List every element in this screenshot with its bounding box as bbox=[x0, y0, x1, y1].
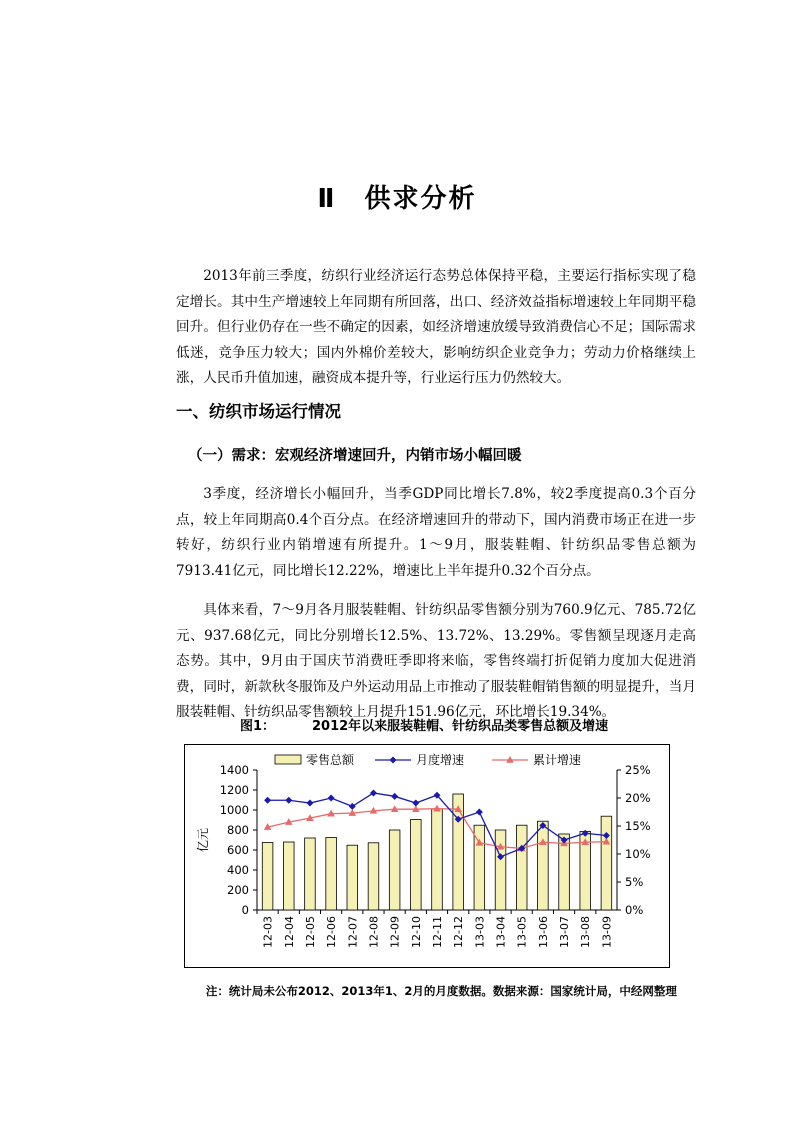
x-tick-label: 12-09 bbox=[388, 916, 402, 948]
x-tick-label: 12-12 bbox=[452, 916, 466, 948]
bar bbox=[305, 838, 316, 910]
y-tick-label: 1400 bbox=[219, 763, 249, 777]
legend-label: 零售总额 bbox=[306, 753, 355, 767]
x-tick-label: 13-05 bbox=[515, 916, 529, 948]
bar bbox=[538, 821, 549, 910]
figure-caption bbox=[240, 715, 608, 734]
x-tick-label: 13-06 bbox=[536, 916, 550, 948]
series-point bbox=[391, 793, 398, 800]
legend-label: 累计增速 bbox=[533, 753, 582, 767]
y-tick-label: 200 bbox=[227, 883, 249, 897]
series-point bbox=[349, 803, 356, 810]
bar bbox=[516, 825, 527, 910]
demand-paragraph: 3季度，经济增长小幅回升，当季GDP同比增长7.8%，较2季度提高0.3个百分点，较上年同期高0.4个百分点。在经济增速回升的带动下，国内消费市场正在进一步转好，纺织行业内销增速有所提升。1～9月，服装鞋帽、针纺织品零售总额为7913.41亿元，同比增长12.22%，增速比上半年提升0.32个百分点。 bbox=[176, 486, 696, 579]
x-tick-label: 12-04 bbox=[282, 916, 296, 948]
y-tick-label: 400 bbox=[227, 863, 249, 877]
legend-marker bbox=[390, 757, 397, 764]
y-tick-label: 800 bbox=[227, 823, 249, 837]
bar bbox=[326, 838, 337, 911]
x-tick-label: 12-06 bbox=[325, 916, 339, 948]
bar bbox=[368, 843, 379, 910]
x-tick-label: 13-04 bbox=[494, 916, 508, 948]
series-point bbox=[476, 809, 483, 816]
y-axis-label: 亿元 bbox=[196, 827, 210, 853]
x-tick-label: 12-03 bbox=[261, 916, 275, 948]
y-tick-label: 0 bbox=[241, 903, 249, 917]
chart-frame bbox=[184, 744, 670, 968]
bar bbox=[411, 820, 422, 911]
bar bbox=[432, 809, 443, 910]
x-tick-label: 12-10 bbox=[409, 916, 423, 948]
bar bbox=[262, 843, 273, 911]
bar bbox=[283, 842, 294, 910]
detail-paragraph: 具体来看，7～9月各月服装鞋帽、针纺织品零售额分别为760.9亿元、785.72亿元、937.68亿元，同比分别增长12.5%、13.72%、13.29%。零售额呈现逐月走高态势。其中，9月由于国庆节消费旺季即将来临，零售终端打折促销力度加大促进消费，同时，新款秋冬服饰及户外运动用品上市推动了服装鞋帽销售额的明显提升，当月服装鞋帽、针纺织品零售额较上月提升151.96亿元，环比增长19.34%。 bbox=[176, 602, 696, 720]
series-point bbox=[306, 800, 313, 807]
y2-tick-label: 20% bbox=[625, 791, 651, 805]
series-point bbox=[370, 789, 377, 796]
retail-sales-chart bbox=[185, 745, 669, 967]
y2-tick-label: 0% bbox=[625, 903, 644, 917]
page-title: Ⅱ 供求分析 bbox=[317, 184, 477, 214]
x-tick-label: 12-11 bbox=[431, 916, 444, 948]
figure-number: 图1： bbox=[240, 719, 276, 734]
x-tick-label: 12-08 bbox=[367, 916, 381, 948]
bar bbox=[389, 830, 400, 910]
intro-paragraph: 2013年前三季度，纺织行业经济运行态势总体保持平稳，主要运行指标实现了稳定增长。其中生产增速较上年同期有所回落，出口、经济效益指标增速较上年同期平稳回升。但行业仍存在一些不确定的因素，如经济增速放缓导致消费信心不足；国际需求低迷，竞争压力较大；国内外棉价差较大，影响纺织企业竞争力；劳动力价格继续上涨，人民币升值加速，融资成本提升等，行业运行压力仍然较大。 bbox=[176, 268, 696, 386]
y-tick-label: 600 bbox=[227, 843, 249, 857]
x-tick-label: 12-07 bbox=[346, 916, 360, 948]
series-point bbox=[433, 805, 441, 812]
subsection-heading: （一）需求：宏观经济增速回升，内销市场小幅回暖 bbox=[188, 448, 522, 464]
y2-tick-label: 15% bbox=[625, 819, 651, 833]
figure-title: 2012年以来服装鞋帽、针纺织品类零售总额及增速 bbox=[312, 719, 609, 734]
series-point bbox=[412, 800, 419, 807]
y2-tick-label: 5% bbox=[625, 875, 644, 889]
x-tick-label: 13-09 bbox=[600, 916, 614, 948]
bar bbox=[601, 816, 612, 910]
series-point bbox=[264, 797, 271, 804]
section-heading: 一、纺织市场运行情况 bbox=[176, 402, 341, 421]
legend-swatch-bar bbox=[275, 755, 301, 764]
y2-tick-label: 25% bbox=[625, 763, 651, 777]
bar bbox=[495, 830, 506, 910]
x-tick-label: 13-03 bbox=[473, 916, 487, 948]
bar bbox=[347, 845, 358, 910]
series-point bbox=[285, 797, 292, 804]
y-tick-label: 1200 bbox=[219, 783, 249, 797]
y-tick-label: 1000 bbox=[219, 803, 249, 817]
figure-note: 注：统计局未公布2012、2013年1、2月的月度数据。数据来源：国家统计局，中经网整理 bbox=[205, 984, 677, 998]
x-tick-label: 13-07 bbox=[558, 916, 572, 948]
x-tick-label: 12-05 bbox=[303, 916, 317, 948]
series-point bbox=[328, 795, 335, 802]
y2-tick-label: 10% bbox=[625, 847, 651, 861]
x-tick-label: 13-08 bbox=[579, 916, 593, 948]
legend-label: 月度增速 bbox=[416, 753, 465, 767]
